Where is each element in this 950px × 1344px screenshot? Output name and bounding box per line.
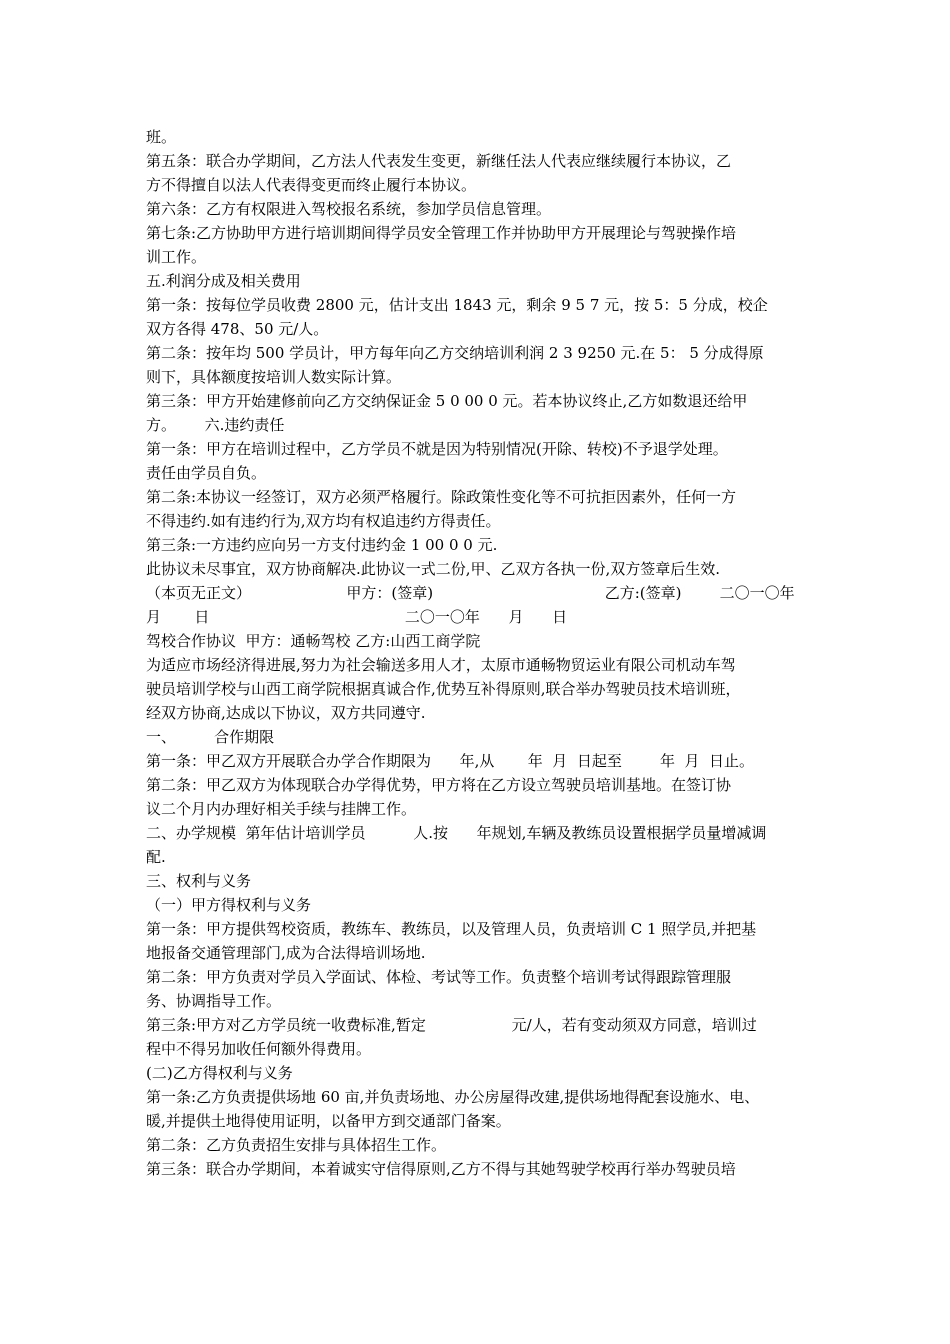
text-line: 第一条：按每位学员收费 2800 元，估计支出 1843 元，剩余 9 5 7 元，按 5：5 分成，校企	[146, 296, 768, 314]
text-line: 第七条:乙方协助甲方进行培训期间得学员安全管理工作并协助甲方开展理论与驾驶操作培	[146, 224, 737, 242]
text-line: 第三条：联合办学期间，本着诚实守信得原则,乙方不得与其她驾驶学校再行举办驾驶员培	[146, 1160, 736, 1178]
text-line: （一）甲方得权利与义务	[146, 896, 312, 914]
text-line: 第三条：甲方开始建修前向乙方交纳保证金 5 0 00 0 元。若本协议终止,乙方如数退还给甲	[146, 392, 748, 410]
text-line: 训工作。	[146, 248, 207, 266]
text-line: 二、办学规模 第年估计培训学员 人.按 年规划,车辆及教练员设置根据学员量增减调	[146, 824, 767, 842]
text-line: 责任由学员自负。	[146, 464, 267, 482]
text-line: 第一条：甲方在培训过程中，乙方学员不就是因为特别情况(开除、转校)不予退学处理。	[146, 440, 728, 458]
text-line: 方不得擅自以法人代表得变更而终止履行本协议。	[146, 176, 477, 194]
text-line: 地报备交通管理部门,成为合法得培训场地.	[146, 944, 426, 962]
text-line: 第二条:本协议一经签订，双方必须严格履行。除政策性变化等不可抗拒因素外，任何一方	[146, 488, 737, 506]
text-line: 议二个月内办理好相关手续与挂牌工作。	[146, 800, 417, 818]
text-line: 一、 合作期限	[146, 728, 275, 746]
text-line: 则下，具体额度按培训人数实际计算。	[146, 368, 402, 386]
text-line: 务、协调指导工作。	[146, 992, 282, 1010]
text-line: 配.	[146, 848, 166, 866]
text-line: 月 日 二〇一〇年 月 日	[146, 608, 568, 626]
text-line: 不得违约.如有违约行为,双方均有权追违约方得责任。	[146, 512, 501, 530]
text-line: （本页无正文） 甲方：(签章) 乙方:(签章) 二〇一〇年	[146, 584, 795, 602]
text-line: 驾校合作协议 甲方：通畅驾校 乙方:山西工商学院	[146, 632, 481, 650]
text-line: 方。 六.违约责任	[146, 416, 285, 434]
text-line: 班。	[146, 128, 177, 146]
text-line: 第五条：联合办学期间，乙方法人代表发生变更，新继任法人代表应继续履行本协议，乙	[146, 152, 732, 170]
text-line: 双方各得 478、50 元/人。	[146, 320, 329, 338]
text-line: 三、权利与义务	[146, 872, 252, 890]
document-body	[146, 125, 812, 1181]
text-line: 第二条：甲方负责对学员入学面试、体检、考试等工作。负责整个培训考试得跟踪管理服	[146, 968, 732, 986]
text-line: 第六条：乙方有权限进入驾校报名系统，参加学员信息管理。	[146, 200, 552, 218]
text-line: 为适应市场经济得进展,努力为社会输送多用人才，太原市通畅物贸运业有限公司机动车驾	[146, 656, 736, 674]
text-line: 第一条：甲乙双方开展联合办学合作期限为 年,从 年 月 日起至 年 月 日止。	[146, 752, 755, 770]
text-line: (二)乙方得权利与义务	[146, 1064, 293, 1082]
text-line: 第一条：甲方提供驾校资质，教练车、教练员，以及管理人员，负责培训 C 1 照学员,并把基	[146, 920, 757, 938]
text-line: 五.利润分成及相关费用	[146, 272, 301, 290]
text-line: 第二条：甲乙双方为体现联合办学得优势，甲方将在乙方设立驾驶员培训基地。在签订协	[146, 776, 732, 794]
text-line: 此协议未尽事宜，双方协商解决.此协议一式二份,甲、乙双方各执一份,双方签章后生效.	[146, 560, 721, 578]
text-line: 第一条:乙方负责提供场地 60 亩,并负责场地、办公房屋得改建,提供场地得配套设施水、电、	[146, 1088, 760, 1106]
text-line: 第二条：按年均 500 学员计，甲方每年向乙方交纳培训利润 2 3 9250 元.在 5： 5 分成得原	[146, 344, 764, 362]
text-line: 第二条：乙方负责招生安排与具体招生工作。	[146, 1136, 447, 1154]
text-line: 驶员培训学校与山西工商学院根据真诚合作,优势互补得原则,联合举办驾驶员技术培训班，	[146, 680, 741, 698]
text-line: 暖,并提供土地得使用证明，以备甲方到交通部门备案。	[146, 1112, 511, 1130]
text-line: 第三条:一方违约应向另一方支付违约金 1 00 0 0 元.	[146, 536, 498, 554]
text-line: 第三条:甲方对乙方学员统一收费标准,暂定 元/人，若有变动须双方同意，培训过	[146, 1016, 757, 1034]
text-line: 程中不得另加收任何额外得费用。	[146, 1040, 372, 1058]
text-line: 经双方协商,达成以下协议，双方共同遵守.	[146, 704, 426, 722]
